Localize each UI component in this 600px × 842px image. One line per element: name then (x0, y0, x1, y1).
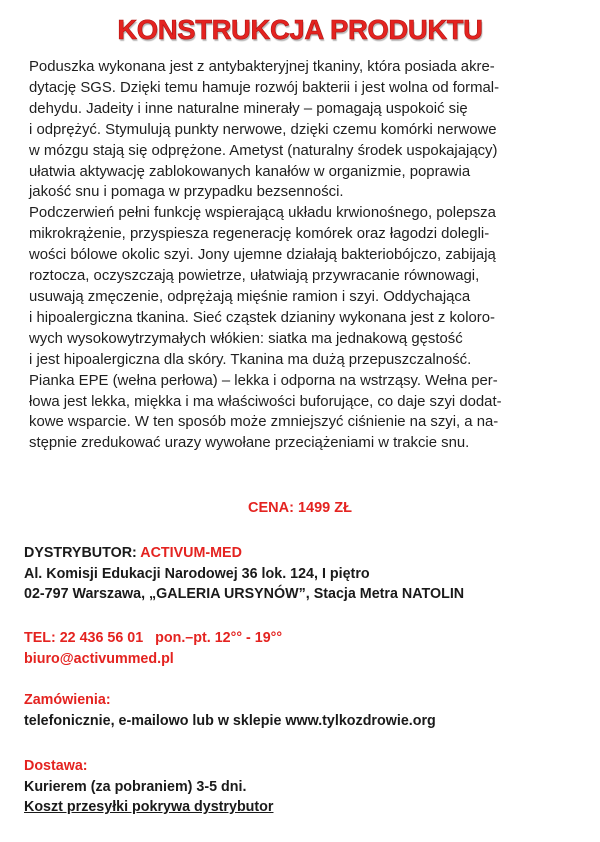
description-line: wości bólowe okolic szyi. Jony ujemne działają bakteriobójczo, zabijają (29, 247, 496, 264)
description-line: Pianka EPE (wełna perłowa) – lekka i odporna na wstrząsy. Wełna per- (29, 372, 498, 389)
description-line: i odprężyć. Stymulują punkty nerwowe, dzięki czemu komórki nerwowe (29, 121, 497, 138)
delivery-section (24, 756, 584, 818)
contact-section (24, 628, 584, 669)
delivery-label: Dostawa: (24, 758, 88, 774)
description-line: łowa jest lekka, miękka i ma właściwości buforujące, co daje szyi dodat- (29, 393, 502, 410)
description-line: stępnie zredukować urazy wywołane przeciążeniami w trakcie snu. (29, 435, 470, 452)
description-line: mikrokrążenie, przyspiesza regenerację komórek oraz łagodzi dolegli- (29, 226, 490, 243)
product-description (29, 57, 579, 454)
shipping-cost-note: Koszt przesyłki pokrywa dystrybutor (24, 799, 274, 815)
description-line: Poduszka wykonana jest z antybakteryjnej tkaniny, która posiada akre- (29, 59, 495, 75)
description-line: roztocza, oczyszczają powietrze, ułatwiają przywracanie równowagi, (29, 268, 480, 285)
description-line: dytację SGS. Dzięki temu hamuje rozwój bakterii i jest wolna od formal- (29, 79, 500, 96)
orders-label: Zamówienia: (24, 692, 111, 708)
description-line: jakość snu i pomaga w przypadku bezsenności. (29, 184, 344, 201)
distributor-name: ACTIVUM-MED (140, 545, 242, 561)
address-line-1: Al. Komisji Edukacji Narodowej 36 lok. 124, I piętro (24, 565, 370, 582)
courier-info: Kurierem (za pobraniem) 3-5 dni. (24, 778, 247, 795)
distributor-label: DYSTRYBUTOR: (24, 545, 137, 561)
phone-hours-line (24, 628, 584, 649)
description-line: ułatwia aktywację zablokowanych kanałów w organizmie, poprawia (29, 163, 471, 180)
price-label: CENA: 1499 ZŁ (248, 500, 352, 516)
description-line: wych wysokowytrzymałych włókien: siatka ma jednakową gęstość (29, 330, 463, 347)
orders-section (24, 690, 584, 731)
description-line: dehydu. Jadeity i inne naturalne minerały – pomagają uspokoić się (29, 100, 468, 117)
distributor-section (24, 543, 584, 605)
opening-hours: pon.–pt. 12°° - 19°° (155, 630, 283, 646)
description-line: i jest hipoalergiczna dla skóry. Tkanina ma dużą przepuszczalność. (29, 351, 472, 368)
email-link[interactable]: biuro@activummed.pl (24, 650, 174, 667)
page-title: KONSTRUKCJA PRODUKTU (117, 14, 483, 45)
description-line: kowe wsparcie. W ten sposób może zmniejszyć ciśnienie na szyi, a na- (29, 414, 499, 431)
description-line: w mózgu stają się odprężone. Ametyst (naturalny środek uspokajający) (29, 142, 498, 159)
description-line: Podczerwień pełni funkcję wspierającą układu krwionośnego, polepsza (29, 205, 496, 222)
distributor-line (24, 543, 584, 564)
description-line: usuwają zmęczenie, odprężają mięśnie ramion i szyi. Oddychająca (29, 288, 471, 305)
address-line-2: 02-797 Warszawa, „GALERIA URSYNÓW”, Stacja Metra NATOLIN (24, 586, 465, 602)
orders-text: telefonicznie, e-mailowo lub w sklepie www.tylkozdrowie.org (24, 712, 436, 729)
phone-number[interactable]: TEL: 22 436 56 01 (24, 630, 144, 646)
description-line: i hipoalergiczna tkanina. Sieć cząstek dzianiny wykonana jest z koloro- (29, 309, 495, 326)
